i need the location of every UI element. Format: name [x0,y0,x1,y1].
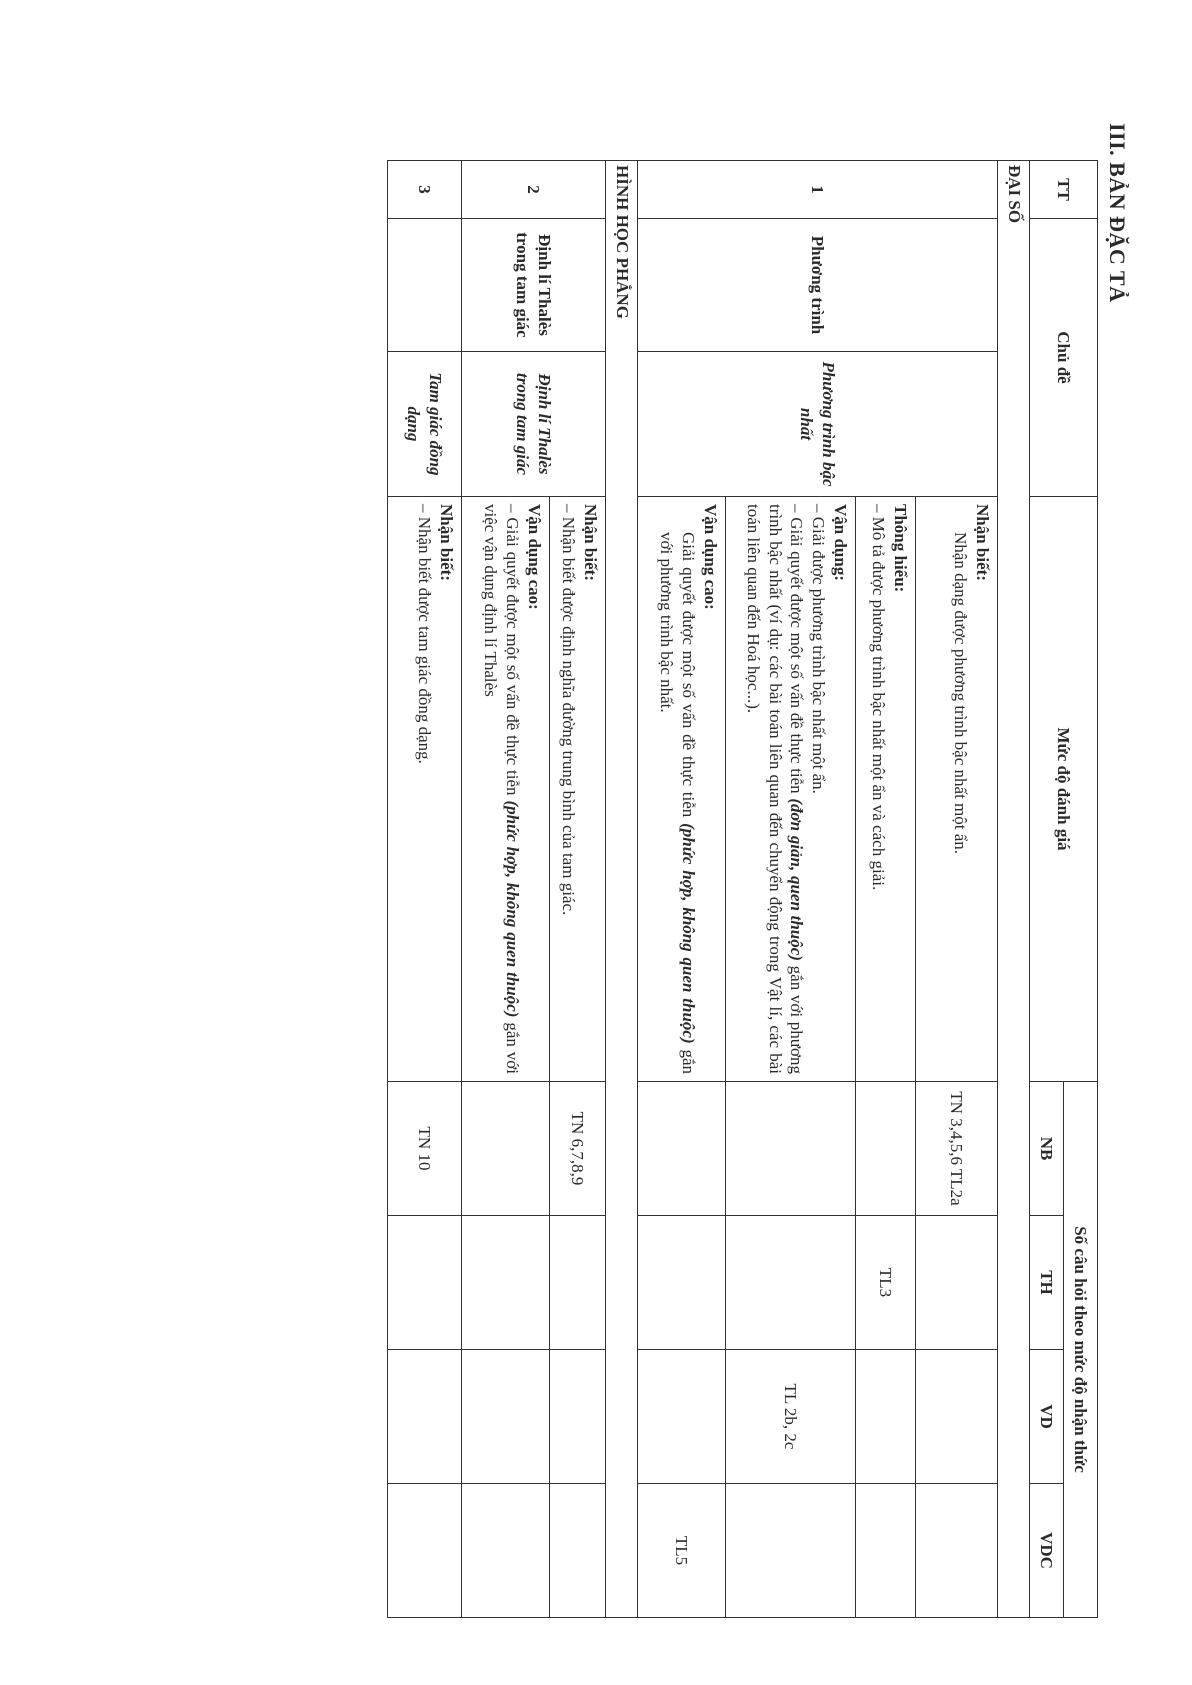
row1-vdc-label: Vận dụng cao: [701,504,720,610]
row1-vd-value: TL 2b, 2c [726,1350,856,1484]
row1-nb-vd [916,1350,998,1484]
section-title: III. BẢN ĐẶC TẢ [1105,123,1130,303]
row1-vdc-text [656,504,700,1074]
row1-vd-text2-c: gắn với phương trình bậc nhất (ví dụ: các bài toán liên quan đến chuyển động trong Vật lí, các bài toán liên quan đến Hoá học...). [744,504,807,1075]
row3-nb-value: TN 10 [388,1082,462,1216]
row3-nb-text: – Nhận biết được tam giác đồng dạng. [415,504,435,764]
row2-vdc-vd [462,1350,550,1484]
row2-unit: Định lí Thalès trong tam giác [462,352,606,497]
row1-vdc-text-a: Giải quyết được một số vấn đề thực tiễn [679,532,699,818]
row2-vdc-desc [462,497,550,1082]
row3-nb-desc [388,497,462,1082]
table-row [388,161,462,1618]
header-vdc: VDC [1030,1484,1064,1618]
row1-th-nb [856,1082,916,1216]
row1-vdc-nb [638,1082,726,1216]
row2-nb-text: – Nhận biết được định nghĩa đường trung bình của tam giác. [559,504,579,916]
row1-vdc-text-b: (phức hợp, không quen thuộc) [679,823,699,1044]
row1-vd-text2-b: (đơn giản, quen thuộc) [787,798,807,961]
row2-nb-value: TN 6,7,8,9 [550,1082,606,1216]
row2-nb-th [550,1216,606,1350]
row1-vdc-text-c: gắn với phương trình bậc nhất. [657,532,699,1074]
row1-vd-text1: – Giải được phương trình bậc nhất một ẩn. [809,504,829,794]
header-chu-de: Chủ đề [1030,219,1098,497]
header-muc-do: Mức độ đánh giá [1030,497,1098,1082]
section-dai-so: ĐẠI SỐ [998,161,1030,1618]
header-tt: TT [1030,161,1098,219]
row3-tt: 3 [388,161,462,219]
spec-table [387,160,1098,1618]
row1-tt: 1 [638,161,998,219]
row1-th-vdc [856,1484,916,1618]
row3-nb-vd [388,1350,462,1484]
header-nb: NB [1030,1082,1064,1216]
row1-vdc-vd [638,1350,726,1484]
row2-vdc-label: Vận dụng cao: [525,504,544,610]
row2-nb-vdc [550,1484,606,1618]
header-vd: VD [1030,1350,1064,1484]
table-row [916,161,998,1618]
row1-vd-text2-a: – Giải quyết được một số vấn đề thực tiễn [787,504,807,794]
header-th: TH [1030,1216,1064,1350]
row1-vd-desc [726,497,856,1082]
row3-nb-th [388,1216,462,1350]
row1-nb-text: Nhận dạng được phương trình bậc nhất một ẩn. [951,532,971,855]
row2-vdc-vdc [462,1484,550,1618]
row3-unit: Tam giác đồng dạng [388,352,462,497]
row1-th-desc [856,497,916,1082]
row1-vd-label: Vận dụng: [831,504,850,582]
table-row [550,161,606,1618]
row3-topic [388,219,462,352]
row2-tt: 2 [462,161,606,219]
row1-vdc-th [638,1216,726,1350]
row2-topic: Định lí Thalès trong tam giác [462,219,606,352]
row1-vd-nb [726,1082,856,1216]
row3-nb-label: Nhận biết: [437,504,456,581]
row1-nb-value: TN 3,4,5,6 TL2a [916,1082,998,1216]
row1-vdc-desc [638,497,726,1082]
row1-topic: Phương trình [638,219,998,352]
row1-nb-label: Nhận biết: [973,504,992,581]
row2-vdc-text-c: gắn với việc vận dụng định lí Thalès [481,504,523,1074]
row1-vdc-value: TL5 [638,1484,726,1618]
row2-vdc-th [462,1216,550,1350]
header-row-1 [1064,161,1098,1618]
section-row-dai-so [998,161,1030,1618]
section-hinh-hoc: HÌNH HỌC PHẲNG [606,161,638,1618]
row1-nb-vdc [916,1484,998,1618]
row1-vd-th [726,1216,856,1350]
row2-nb-desc [550,497,606,1082]
row2-nb-vd [550,1350,606,1484]
row1-nb-th [916,1216,998,1350]
row2-vdc-nb [462,1082,550,1216]
row1-vd-vdc [726,1484,856,1618]
row2-nb-label: Nhận biết: [581,504,600,581]
row1-th-label: Thông hiểu: [891,504,910,593]
row1-nb-desc [916,497,998,1082]
row1-vd-text2 [742,504,807,1074]
row2-vdc-text-b: (phức hợp, không quen thuộc) [503,800,523,1018]
row1-th-value: TL3 [856,1216,916,1350]
section-row-hinh-hoc [606,161,638,1618]
row1-th-text: – Mô tả được phương trình bậc nhất một ẩn và cách giải. [869,504,889,891]
header-so-cau: Số câu hỏi theo mức độ nhận thức [1064,1082,1098,1618]
row2-vdc-text-a: – Giải quyết được một số vấn đề thực tiễn [503,504,523,796]
row3-nb-vdc [388,1484,462,1618]
row2-vdc-text [480,504,524,1074]
row1-unit: Phương trình bậc nhất [638,352,998,497]
row1-th-vd [856,1350,916,1484]
